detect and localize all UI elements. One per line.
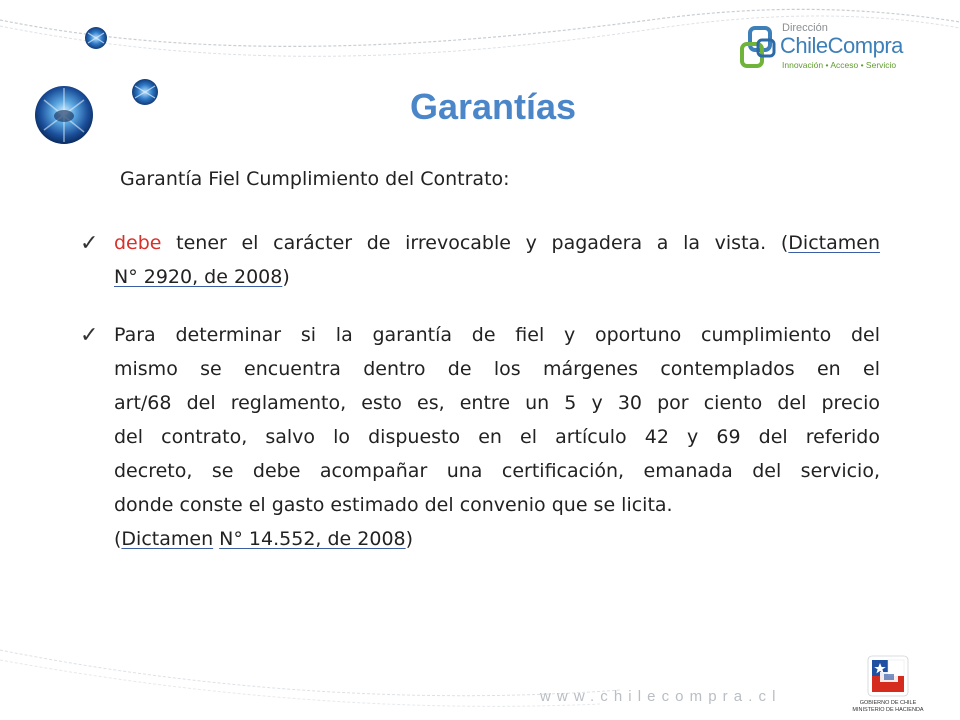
bullet-2-line-3: art/68 del reglamento, esto es, entre un 5 y 30 por ciento del precio xyxy=(114,392,880,414)
bullet-item-2 xyxy=(80,318,880,556)
bullet-list xyxy=(80,226,880,556)
logo-small-text: Dirección xyxy=(782,22,828,34)
checkmark-icon: ✓ xyxy=(80,231,99,256)
emphasis-word: debe xyxy=(114,232,162,254)
bullet-2-line-2: mismo se encuentra dentro de los márgenes contemplados en el xyxy=(114,358,880,380)
bullet-1-line-2 xyxy=(114,260,880,294)
logo-brand-text: ChileCompra xyxy=(780,33,903,58)
gobierno-seal-icon xyxy=(850,654,926,700)
bullet-2-line-4: del contrato, salvo lo dispuesto en el artículo 42 y 69 del referido xyxy=(114,426,880,448)
dictamen-link[interactable]: Dictamen xyxy=(788,232,880,254)
circular-photo-icon xyxy=(85,27,107,49)
page-title: Garantías xyxy=(410,86,577,127)
bullet-item-1 xyxy=(80,226,880,294)
closing-paren: ) xyxy=(282,266,290,288)
gobierno-de-chile-logo xyxy=(850,654,926,714)
section-subtitle: Garantía Fiel Cumplimiento del Contrato: xyxy=(120,168,510,190)
bullet-2-line-7 xyxy=(114,522,880,556)
dictamen-number-link[interactable]: N° 2920, de 2008 xyxy=(114,266,283,288)
bullet-2-line-5: decreto, se debe acompañar una certificación, emanada del servicio, xyxy=(114,460,880,482)
dictamen-number-link[interactable]: N° 14.552, de 2008 xyxy=(219,528,406,550)
bullet-1-text: tener el carácter de irrevocable y pagadera a la vista. ( xyxy=(161,232,789,254)
circular-photo-icon xyxy=(35,86,93,144)
chilecompra-logo-icon xyxy=(740,26,778,72)
circular-photo-icon xyxy=(132,79,158,105)
gov-line-1: GOBIERNO DE CHILE xyxy=(859,700,917,706)
opening-paren: ( xyxy=(114,528,122,550)
chilecompra-logo xyxy=(740,22,940,78)
dictamen-link[interactable]: Dictamen xyxy=(121,528,214,550)
bullet-2-line-6: donde conste el gasto estimado del convenio que se licita. xyxy=(114,494,673,516)
checkmark-icon: ✓ xyxy=(80,323,99,348)
bullet-1-line-1 xyxy=(114,226,880,260)
gov-line-2: MINISTERIO DE HACIENDA xyxy=(852,707,924,713)
bullet-2-line-1: Para determinar si la garantía de fiel y oportuno cumplimiento del xyxy=(114,324,880,346)
footer-website-url: www.chilecompra.cl xyxy=(540,688,782,705)
logo-tagline: Innovación • Acceso • Servicio xyxy=(782,60,897,70)
closing-paren: ) xyxy=(405,528,414,550)
